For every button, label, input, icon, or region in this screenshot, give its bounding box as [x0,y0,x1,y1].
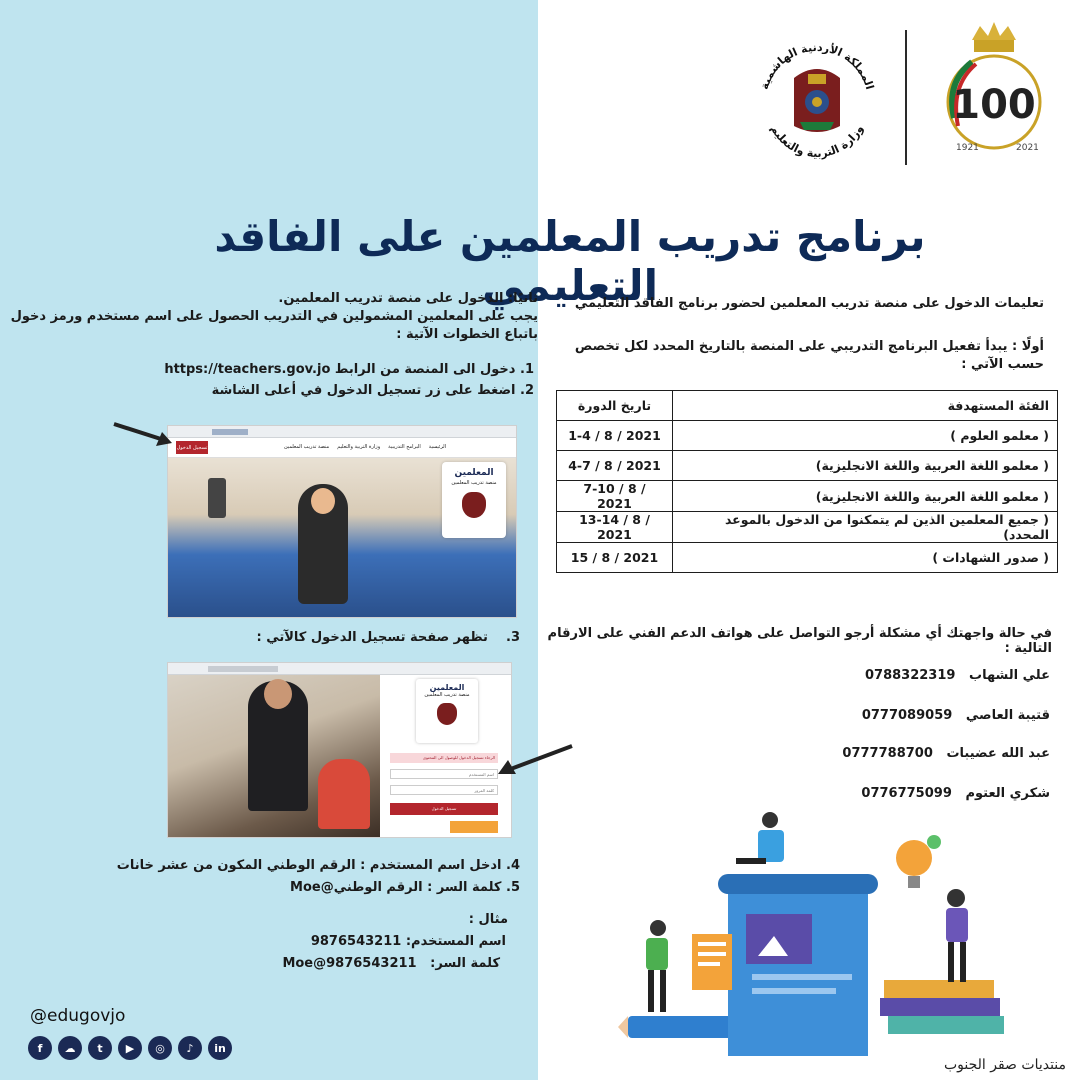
homepage-screenshot [167,425,517,618]
centennial-end-year: 2021 [1016,143,1039,153]
login-alert: الرجاء تسجيل الدخول للوصول الى المحتوى [390,753,498,763]
contact-item [865,668,1050,683]
step-number: 5. [506,880,520,895]
emblem-icon [462,492,486,518]
contact-phone: 0788322319 [864,668,956,683]
social-handle[interactable]: @edugovjo [30,1006,126,1026]
password-input[interactable]: كلمة المرور [390,785,498,795]
first-section-line2: حسب الآتي : [961,357,1044,372]
row-group: ( صدور الشهادات ) [673,543,1058,573]
platform-logo-text: المعلمين [429,683,465,692]
step-text: تظهر صفحة تسجيل الدخول كالآتي : [256,630,488,645]
schedule-table [556,390,1058,573]
platform-logo-text: المعلمين [454,468,494,478]
row-group: ( جميع المعلمين الذين لم يتمكنوا من الدخول بالموعد المحدد) [673,512,1058,543]
example-username [206,934,506,949]
row-group: ( معلمو اللغة العربية واللغة الانجليزية) [673,481,1058,512]
submit-login-button[interactable]: تسجيل الدخول [390,803,498,815]
first-section-line1: أولًا : يبدأ تفعيل البرنامج التدريبي على المنصة بالتاريخ المحدد لكل تخصص [574,339,1044,354]
second-section-line1: يجب على المعلمين المشمولين في التدريب الحصول على اسم مستخدم ورمز دخول [10,309,538,324]
login-button[interactable]: تسجيل الدخول [176,441,208,454]
step-1 [134,362,534,377]
second-section [8,290,538,344]
example-username-value: 9876543211 [310,934,402,949]
nav-link[interactable]: وزارة التربية والتعليم [337,444,381,450]
nav-link[interactable]: الرئيسية [428,444,446,450]
step-number: 3. [506,630,520,645]
url-field [212,429,248,435]
youtube-icon[interactable]: ▶ [118,1036,142,1060]
contact-phone: 0777788700 [842,746,933,761]
centennial-number: 100 [952,82,1036,128]
contact-phone: 0777089059 [861,708,953,723]
centennial-start-year: 1921 [956,143,979,153]
row-group: ( معلمو اللغة العربية واللغة الانجليزية) [673,451,1058,481]
example-username-label: اسم المستخدم: [405,934,506,949]
contact-name: علي الشهاب [969,668,1050,683]
example-label: مثال : [468,912,508,927]
table-row [557,512,1058,543]
forum-watermark: منتديات صقر الجنوب [930,1050,1080,1080]
contact-name: قتيبة العاصي [965,708,1050,723]
table-header-row [557,391,1058,421]
instructions-heading: تعليمات الدخول على منصة تدريب المعلمين لحضور برنامج الفاقد التعليمي [574,296,1044,311]
step-3 [120,630,520,645]
page-title: برنامج تدريب المعلمين على الفاقد التعليمي [214,212,926,310]
contact-phone: 0776775099 [861,786,952,801]
coat-of-arms-icon [794,69,840,132]
platform-link[interactable]: https://teachers.gov.jo [164,362,331,377]
crown-icon [972,22,1016,52]
table-row [557,421,1058,451]
header-target-group: الفئة المستهدفة [673,391,1058,421]
row-date: 4-7 / 8 / 2021 [557,451,673,481]
example-password-value: Moe@9876543211 [282,956,417,971]
header-course-date: تاريخ الدورة [557,391,673,421]
twitter-icon[interactable]: t [88,1036,112,1060]
support-note: في حالة واجهتك أي مشكلة أرجو التواصل على هواتف الدعم الفني على الارقام التالية : [547,626,1052,656]
centennial-logo [936,22,1052,162]
contact-item [861,786,1050,801]
username-input[interactable]: اسم المستخدم [390,769,498,779]
teacher-face [311,488,335,514]
tiktok-icon[interactable]: ♪ [178,1036,202,1060]
student-figure [318,759,370,829]
platform-name: منصة تدريب المعلمين [424,692,470,698]
nav-links [284,444,446,450]
instagram-icon[interactable]: ◎ [148,1036,172,1060]
step-2 [134,383,534,398]
second-section-line2: باتباع الخطوات الآتية : [396,327,538,342]
arrow-icon [494,742,574,778]
platform-card [442,462,506,538]
people-documents-illustration [618,810,1028,1060]
ministry-arc-top-text: المملكة الأردنية الهاشمية [757,40,877,91]
ministry-arc-bottom-text: وزارة التربية والتعليم [768,122,866,161]
step-number: 4. [506,858,520,873]
first-section [574,338,1044,374]
nav-link[interactable]: منصة تدريب المعلمين [284,444,330,450]
ministry-emblem [748,30,886,168]
login-panel [384,675,512,838]
step-4 [80,858,520,873]
row-date: 13-14 / 8 / 2021 [557,512,673,543]
step-text: ادخل اسم المستخدم : الرقم الوطني المكون من عشر خانات [116,858,502,873]
site-nav [168,438,516,458]
step-text: دخول الى المنصة من الرابط [334,362,516,377]
second-section-heading: ثانيًا: الدخول على منصة تدريب المعلمين. [278,291,538,306]
browser-address-bar [168,426,516,438]
row-date: 15 / 8 / 2021 [557,543,673,573]
table-row [557,451,1058,481]
facebook-icon[interactable]: f [28,1036,52,1060]
traffic-light-icon [208,478,226,518]
example-password-label: كلمة السر: [430,956,500,971]
logo-divider [905,30,907,165]
step-text: كلمة السر : الرقم الوطني@Moe [290,880,502,895]
step-number: 2. [520,383,534,398]
row-date: 1-4 / 8 / 2021 [557,421,673,451]
example-password [200,956,500,971]
platform-card [416,679,478,743]
contact-item [862,708,1050,723]
browser-address-bar [168,663,511,675]
social-icons [28,1036,232,1060]
row-group: ( معلمو العلوم ) [673,421,1058,451]
step-number: 1. [520,362,534,377]
teacher-face [264,679,292,709]
login-page-screenshot [167,662,512,838]
table-row [557,481,1058,512]
row-date: 7-10 / 8 / 2021 [557,481,673,512]
url-field [208,666,278,672]
soundcloud-icon[interactable]: ☁ [58,1036,82,1060]
contact-name: شكري العتوم [965,786,1050,801]
step-5 [80,880,520,895]
secondary-button[interactable] [450,821,498,833]
table-row [557,543,1058,573]
platform-name: منصة تدريب المعلمين [451,480,497,486]
nav-link[interactable]: البرامج التدريبية [388,444,421,450]
emblem-icon [437,703,457,725]
arrow-icon [112,420,174,450]
step-text: اضغط على زر تسجيل الدخول في أعلى الشاشة [211,383,516,398]
contact-name: عبد الله عضيبات [946,746,1050,761]
linkedin-icon[interactable]: in [208,1036,232,1060]
contact-item [842,746,1050,761]
